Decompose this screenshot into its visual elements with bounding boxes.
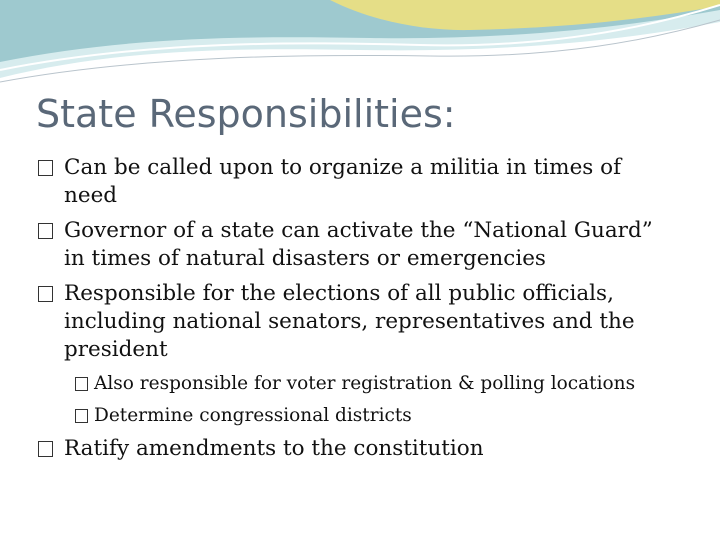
sub-bullet-item — [36, 403, 676, 429]
missing-glyph-box-icon — [38, 160, 53, 176]
sub-bullet-text: Also responsible for voter registration & polling locations — [94, 373, 636, 394]
missing-glyph-box-icon — [38, 286, 53, 302]
missing-glyph-box-icon — [38, 441, 53, 457]
bullet-item — [36, 435, 676, 463]
bullet-list — [36, 154, 676, 470]
sub-bullet-text: Determine congressional districts — [94, 405, 412, 426]
bullet-text: Ratify amendments to the constitution — [64, 436, 484, 461]
bullet-text: Responsible for the elections of all public officials, including national senators, representatives and the president — [64, 281, 635, 362]
bullet-item — [36, 154, 676, 210]
missing-glyph-box-icon — [38, 223, 53, 239]
bullet-text: Governor of a state can activate the “National Guard” in times of natural disasters or emergencies — [64, 218, 653, 271]
bullet-item — [36, 217, 676, 273]
missing-glyph-box-icon — [75, 377, 88, 391]
bullet-text: Can be called upon to organize a militia in times of need — [64, 155, 622, 208]
slide-title: State Responsibilities: — [36, 92, 456, 136]
missing-glyph-box-icon — [75, 409, 88, 423]
bullet-item — [36, 280, 676, 364]
sub-bullet-item — [36, 371, 676, 397]
